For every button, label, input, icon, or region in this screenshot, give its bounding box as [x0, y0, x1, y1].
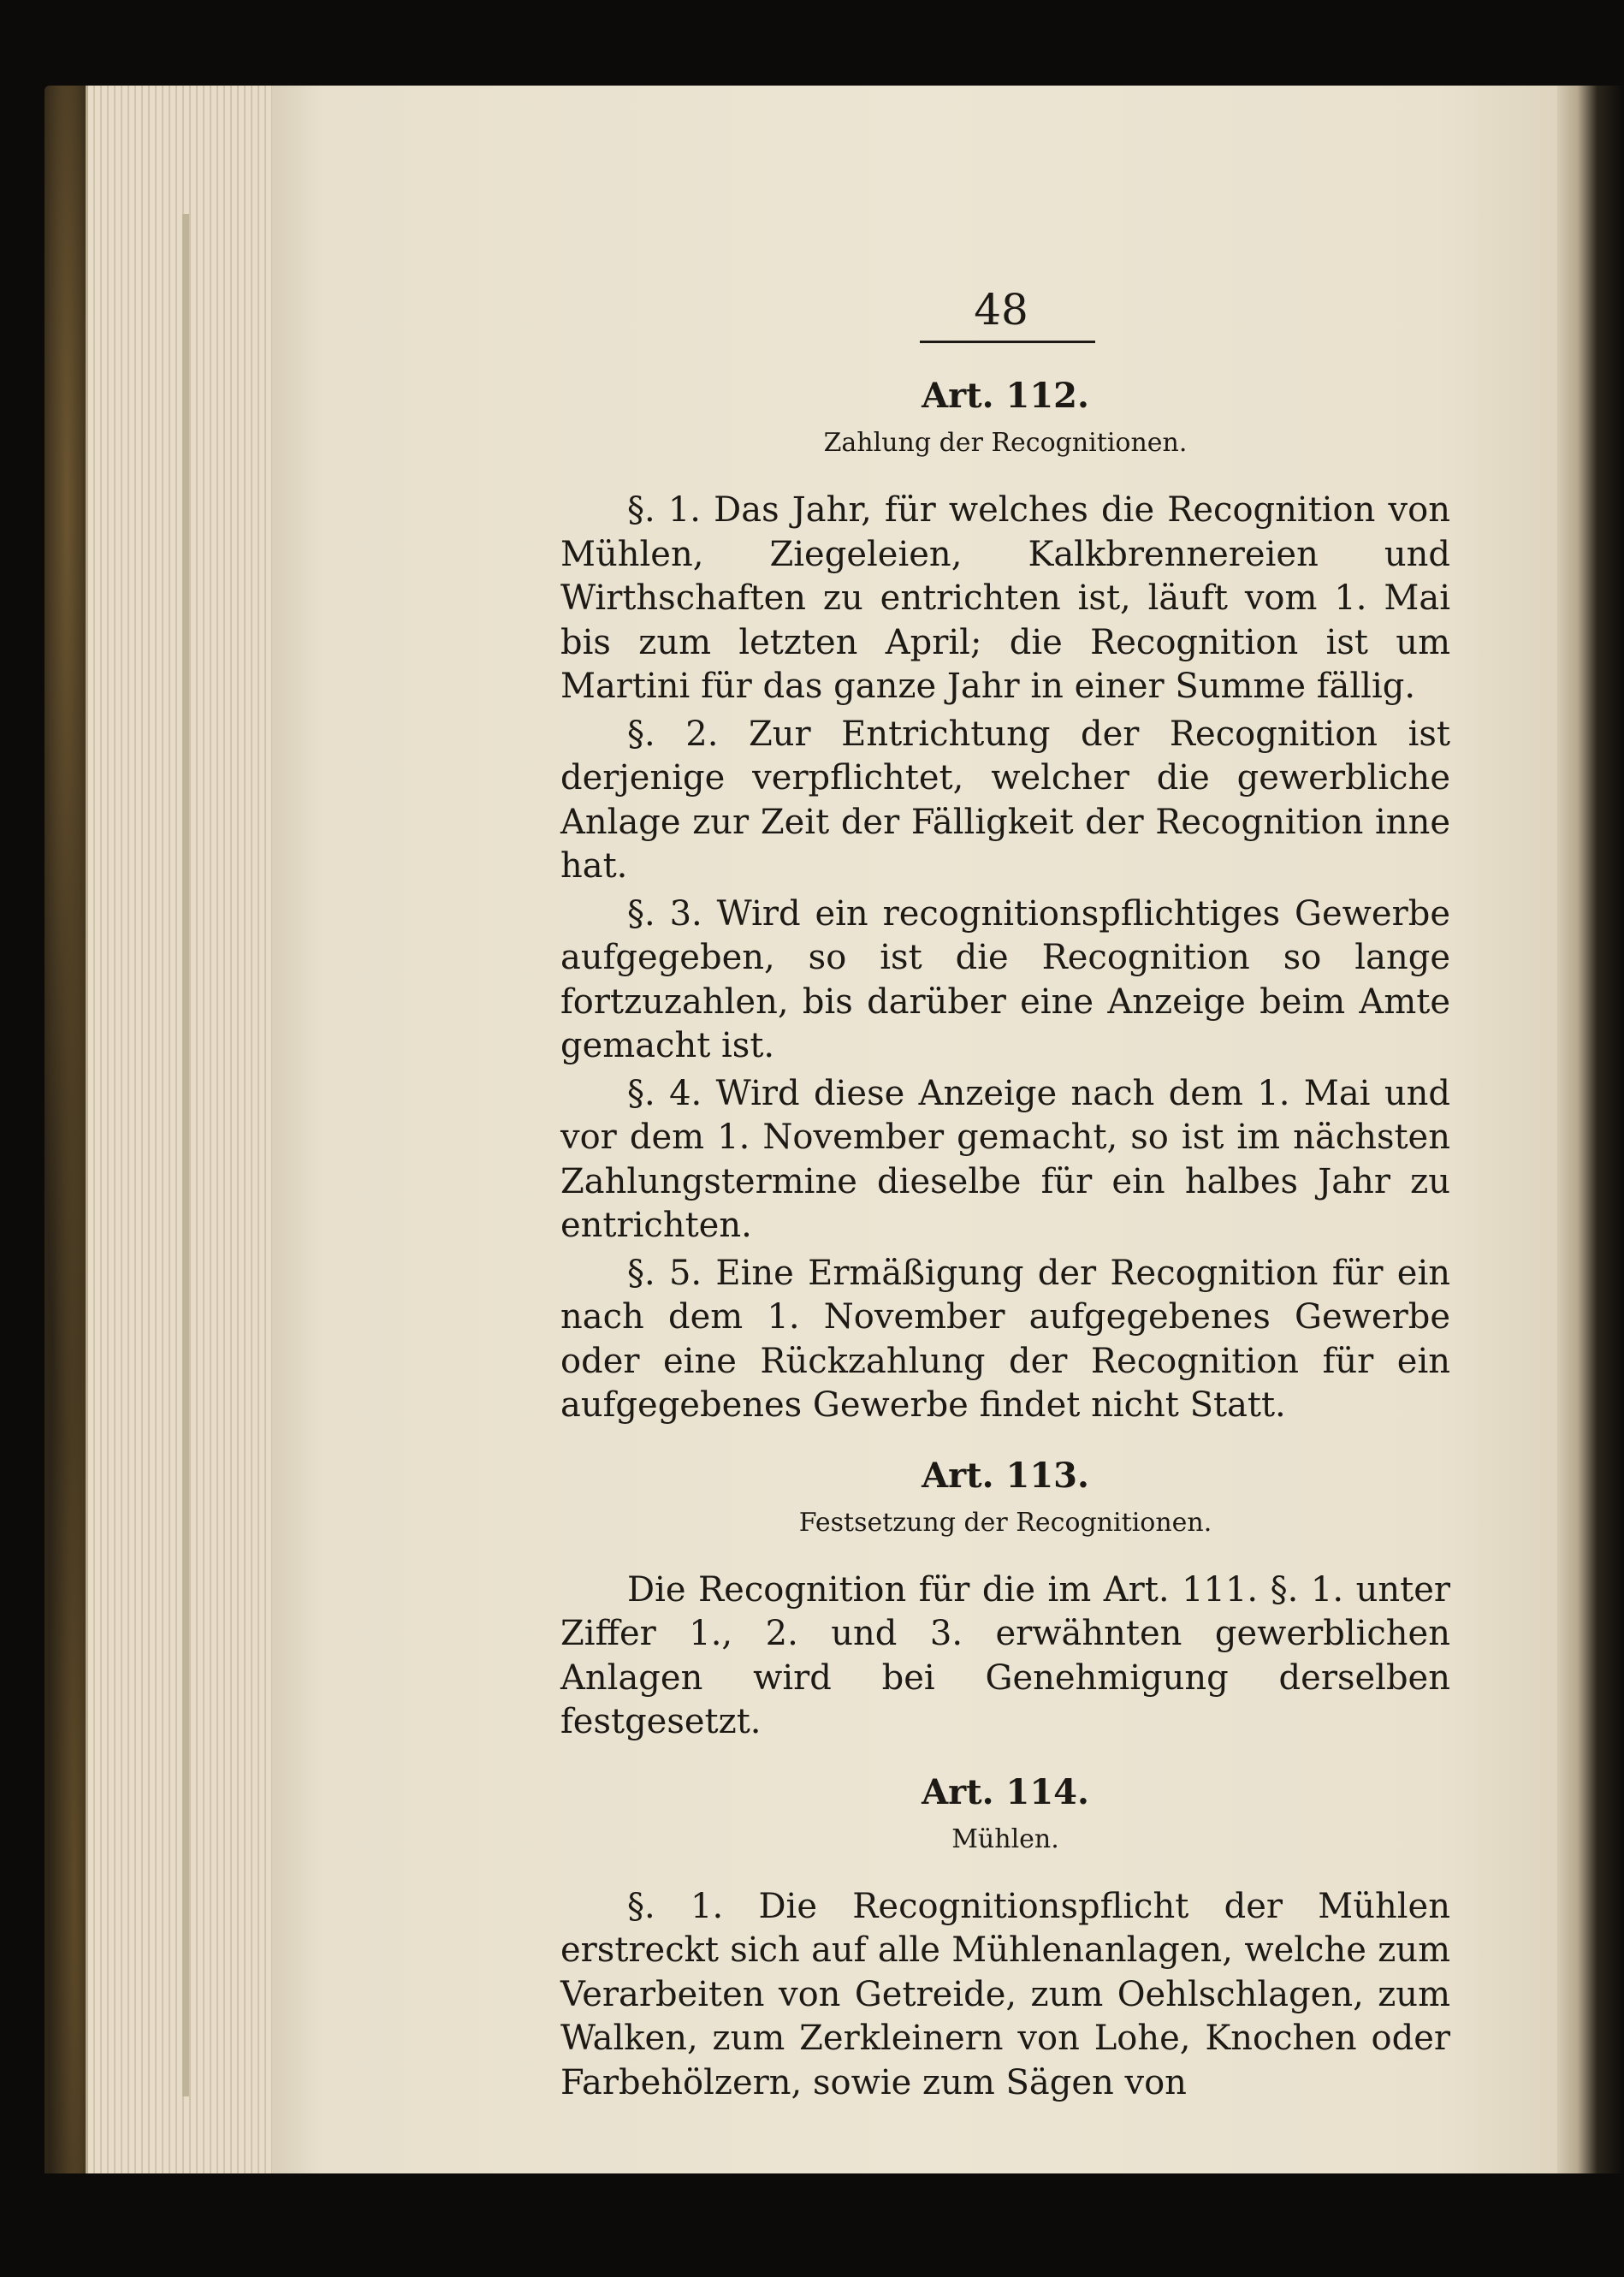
- paragraph: §. 2. Zur Entrichtung der Recognition ist derjenige verpflichtet, welcher die gewerbliche Anlage zur Zeit der Fälligkeit der Recognition inne hat.: [560, 714, 1450, 886]
- article-subtitle: Mühlen.: [951, 1823, 1059, 1854]
- article-subtitle: Zahlung der Recognitionen.: [823, 428, 1188, 458]
- header-rule: [920, 341, 1095, 343]
- paragraph: §. 1. Das Jahr, für welches die Recognition von Mühlen, Ziegeleien, Kalkbrennereien und Wirthschaften zu entrichten ist, läuft vom 1. Mai bis zum letzten April; die Recognition ist um Martini für das ganze Jahr in einer Summe fällig.: [560, 490, 1450, 706]
- page-content: [560, 282, 1450, 2108]
- paragraph: Die Recognition für die im Art. 111. §. 1. unter Ziffer 1., 2. und 3. erwähnten gewerblichen Anlagen wird bei Genehmigung derselben festgesetzt.: [560, 1569, 1450, 1741]
- section-art-113: [560, 1454, 1450, 1745]
- page-number: 48: [974, 285, 1028, 335]
- article-title: Art. 114.: [922, 1771, 1089, 1812]
- paragraph: §. 1. Die Recognitionspflicht der Mühlen erstreckt sich auf alle Mühlenanlagen, welche zum Verarbeiten von Getreide, zum Oehlschlagen, zum Walken, zum Zerkleinern von Lohe, Knochen oder Farbehölzern, sowie zum Sägen von: [560, 1886, 1450, 2102]
- article-title: Art. 112.: [922, 376, 1089, 416]
- page-right-edge: [1557, 86, 1624, 2182]
- paragraph: §. 3. Wird ein recognitionspflichtiges Gewerbe aufgegeben, so ist die Recognition so lange fortzuzahlen, bis darüber eine Anzeige beim Amte gemacht ist.: [560, 893, 1450, 1065]
- bottom-shadow: [44, 2173, 1624, 2277]
- article-title: Art. 113.: [922, 1455, 1089, 1496]
- page-stack-line: [182, 214, 189, 2096]
- section-art-112: [560, 374, 1450, 1428]
- article-subtitle: Festsetzung der Recognitionen.: [798, 1507, 1212, 1538]
- paragraph: §. 4. Wird diese Anzeige nach dem 1. Mai und vor dem 1. November gemacht, so ist im nächsten Zahlungstermine dieselbe für ein halbes Jahr zu entrichten.: [560, 1073, 1450, 1245]
- paragraph: §. 5. Eine Ermäßigung der Recognition für ein nach dem 1. November aufgegebenes Gewerbe oder eine Rückzahlung der Recognition für ein aufgegebenes Gewerbe findet nicht Statt.: [560, 1253, 1450, 1425]
- section-art-114: [560, 1770, 1450, 2106]
- page-stack: [86, 86, 281, 2182]
